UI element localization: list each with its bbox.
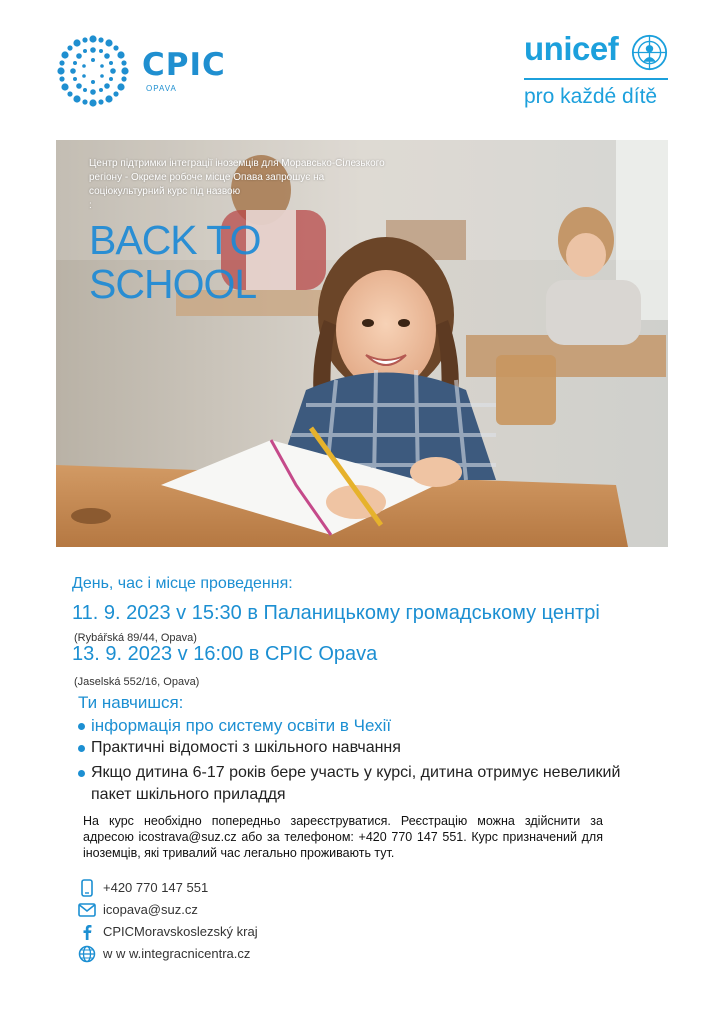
globe-icon [78,945,96,963]
hero-intro-text [89,157,389,213]
hero-intro: Центр підтримки інтеграції іноземців для Моравсько-Сілезького регіону - Окреме робоче місце Опава запрошує на соціокультурний курс під назвою [89,158,385,197]
contact-website-text: w w w.integracnicentra.cz [103,946,251,961]
list-item: Якщо дитина 6-17 років бере участь у курсі, дитина отримує невеликий пакет шкільного приладдя [78,762,658,806]
contact-phone-text: +420 770 147 551 [103,880,209,895]
contact-website[interactable] [78,944,378,964]
list-item: Практичні відомості з шкільного навчання [78,737,658,759]
event-1: 11. 9. 2023 v 15:30 в Паланицькому громадському центрі [72,602,600,624]
unicef-wordmark: unicef [524,30,619,67]
cpic-name: CPIC [142,47,226,83]
event-2-address: (Jaselská 552/16, Opava) [74,676,200,688]
unicef-emblem-icon [631,34,668,71]
learn-list [78,715,658,806]
contact-facebook-text: CPICMoravskoslezský kraj [103,924,258,939]
hero-title: BACK TO SCHOOL [89,217,261,307]
list-item: інформація про систему освіти в Чехії [78,715,658,737]
learn-label: Ти навчишся: [78,693,184,712]
unicef-divider [524,78,668,80]
contact-facebook[interactable] [78,922,378,942]
contact-email-text: icopava@suz.cz [103,902,198,917]
event-2: 13. 9. 2023 v 16:00 в CPIC Opava [72,643,378,665]
hero-photo [56,140,668,547]
mail-icon [78,901,96,919]
registration-notice: На курс необхідно попередньо зареєструватися. Реєстрацію можна здійснити за адресою icostrava@suz.cz або за телефоном: +420 770 147 551. Курс призначений для іноземців, які тривалий час легально проживають тут. [83,814,603,860]
contact-email[interactable] [78,900,378,920]
cpic-logo [55,33,230,113]
unicef-logo [520,30,670,114]
when-label: День, час і місце проведення: [72,575,293,592]
cpic-dots-emblem [55,33,131,109]
phone-icon [78,879,96,897]
cpic-city: OPAVA [146,84,177,93]
contact-phone[interactable] [78,878,378,898]
facebook-icon [78,923,96,941]
unicef-tagline: pro každé dítě [524,85,658,108]
hero-intro-colon: : [89,200,92,211]
event-1-address: (Rybářská 89/44, Opava) [74,632,197,644]
